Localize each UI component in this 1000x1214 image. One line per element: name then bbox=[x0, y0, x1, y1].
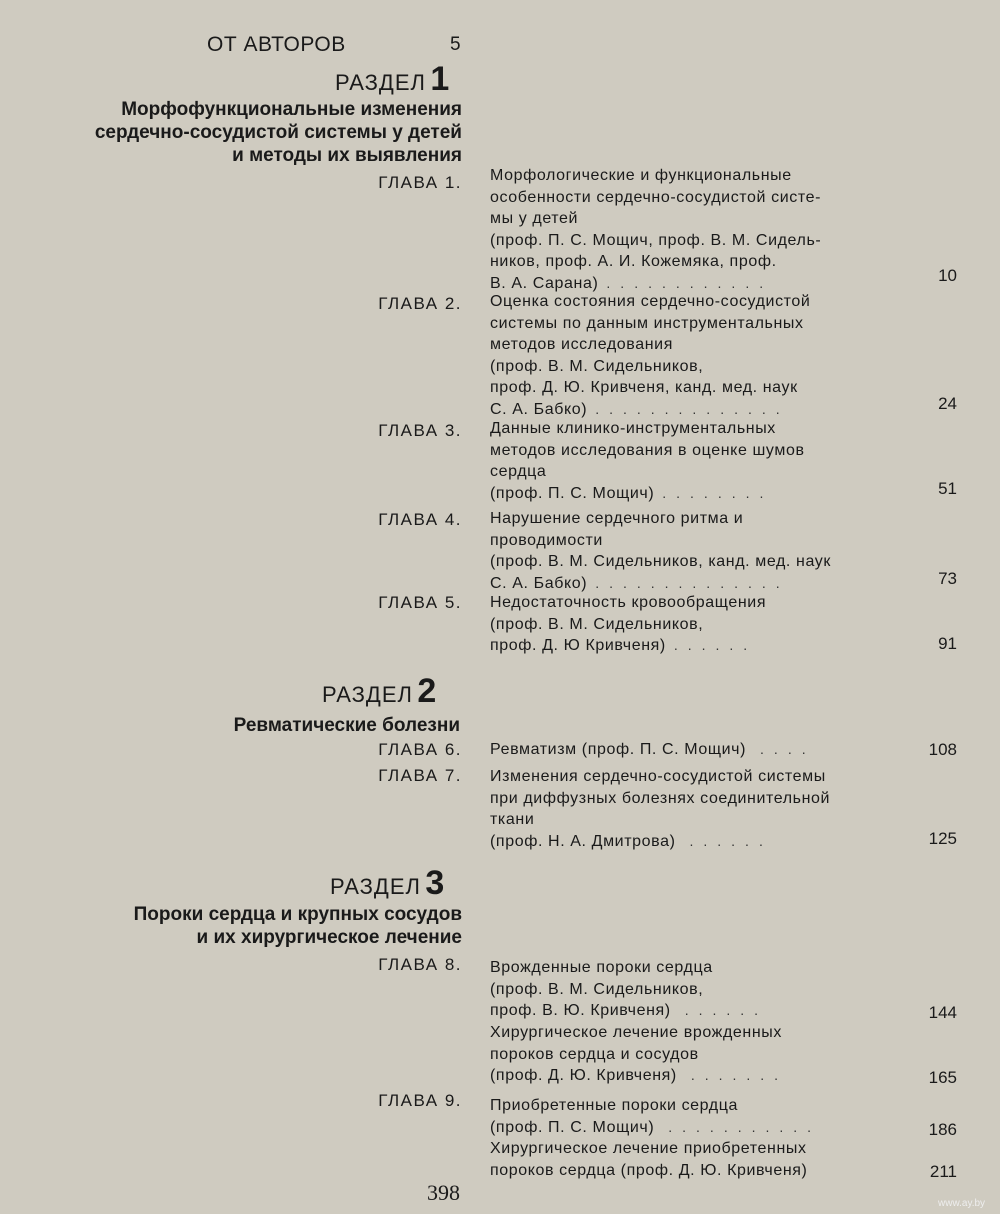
chapter-line: Изменения сердечно-сосудистой системы bbox=[490, 768, 826, 785]
chapter-line bbox=[490, 831, 900, 853]
chapter-line: Морфологические и функциональные bbox=[490, 167, 792, 184]
section-2-title bbox=[234, 714, 460, 737]
page-number: 73 bbox=[938, 569, 957, 588]
section-title-line: Ревматические болезни bbox=[233, 715, 460, 736]
page-number: 211 bbox=[929, 1162, 957, 1181]
leader-dots: ........ bbox=[662, 484, 774, 501]
chapter-entry bbox=[490, 1095, 900, 1138]
chapter-line: (проф. П. С. Мощич, проф. В. М. Сидель- bbox=[490, 231, 822, 249]
chapter-entry bbox=[490, 1138, 900, 1181]
page-number: 108 bbox=[928, 740, 957, 759]
leader-dots: ....... bbox=[690, 1067, 789, 1083]
section-title-line: и методы их выявления bbox=[232, 145, 462, 166]
chapter-entry bbox=[490, 766, 900, 852]
chapter-line: Нарушение сердечного ритма и bbox=[490, 510, 744, 527]
chapter-label: ГЛАВА 6. bbox=[378, 740, 462, 759]
page-number: 125 bbox=[928, 829, 957, 848]
chapter-line bbox=[490, 1117, 900, 1139]
chapter-entry bbox=[490, 418, 900, 504]
chapter-label: ГЛАВА 4. bbox=[378, 510, 462, 529]
chapter-line-text: проф. Д. Ю Кривченя) bbox=[490, 637, 666, 654]
section-3-title bbox=[134, 903, 462, 949]
section-title-line: Пороки сердца и крупных сосудов bbox=[133, 904, 462, 925]
chapter-line bbox=[490, 635, 900, 657]
chapter-line: системы по данным инструментальных bbox=[490, 314, 804, 332]
section-number: 2 bbox=[417, 672, 437, 710]
page-number: 165 bbox=[928, 1068, 957, 1087]
chapter-line bbox=[490, 573, 900, 595]
authors-heading: ОТ АВТОРОВ bbox=[207, 33, 346, 56]
leader-dots: .... bbox=[760, 741, 816, 757]
chapter-line: Недостаточность кровообращения bbox=[490, 594, 767, 611]
chapter-label: ГЛАВА 3. bbox=[378, 421, 462, 440]
section-3-heading bbox=[330, 864, 444, 903]
section-label: РАЗДЕЛ bbox=[322, 682, 413, 707]
chapter-label: ГЛАВА 8. bbox=[378, 955, 462, 974]
page-number: 10 bbox=[938, 266, 957, 285]
chapter-line: Хирургическое лечение приобретенных bbox=[490, 1140, 807, 1157]
section-number: 1 bbox=[430, 60, 450, 98]
page-number: 186 bbox=[928, 1120, 957, 1139]
chapter-label: ГЛАВА 7. bbox=[378, 766, 462, 785]
chapter-line bbox=[490, 483, 900, 505]
chapter-entry bbox=[490, 1022, 900, 1087]
leader-dots: ........... bbox=[668, 1118, 822, 1135]
chapter-line: при диффузных болезнях соединительной bbox=[490, 789, 831, 807]
section-number: 3 bbox=[425, 864, 445, 902]
watermark: www.ay.by bbox=[938, 1198, 986, 1209]
chapter-line bbox=[490, 739, 900, 761]
page-number: 91 bbox=[938, 634, 957, 653]
chapter-line bbox=[490, 1000, 900, 1022]
chapter-line-text: (проф. П. С. Мощич) bbox=[490, 484, 655, 502]
leader-dots: ...... bbox=[689, 832, 773, 849]
chapter-label: ГЛАВА 5. bbox=[378, 593, 462, 612]
chapter-line: Оценка состояния сердечно-сосудистой bbox=[490, 293, 811, 310]
chapter-label: ГЛАВА 2. bbox=[378, 294, 462, 313]
chapter-label: ГЛАВА 9. bbox=[378, 1091, 462, 1110]
chapter-line: проф. Д. Ю. Кривченя, канд. мед. наук bbox=[490, 379, 798, 396]
section-2-heading bbox=[322, 672, 436, 711]
chapter-line: мы у детей bbox=[490, 210, 579, 227]
chapter-line: проводимости bbox=[490, 531, 603, 549]
chapter-entry bbox=[490, 291, 900, 420]
chapter-line: методов исследования bbox=[490, 336, 673, 353]
chapter-line: пороков сердца и сосудов bbox=[490, 1045, 699, 1063]
chapter-line: сердца bbox=[490, 463, 547, 480]
chapter-line: пороков сердца (проф. Д. Ю. Кривченя) bbox=[490, 1161, 808, 1179]
chapter-label: ГЛАВА 1. bbox=[378, 173, 462, 192]
chapter-line: Данные клинико-инструментальных bbox=[490, 420, 776, 437]
chapter-line-text: С. А. Бабко) bbox=[490, 574, 588, 592]
chapter-line-text: В. А. Сарана) bbox=[490, 274, 599, 292]
section-title-line: и их хирургическое лечение bbox=[196, 927, 462, 948]
chapter-line-text: (проф. Н. А. Дмитрова) bbox=[490, 832, 676, 850]
chapter-line: Хирургическое лечение врожденных bbox=[490, 1024, 782, 1041]
leader-dots: .............. bbox=[595, 400, 790, 417]
chapter-entry bbox=[490, 592, 900, 657]
leader-dots: ...... bbox=[673, 637, 758, 653]
section-1-heading bbox=[335, 60, 449, 99]
section-label: РАЗДЕЛ bbox=[330, 874, 421, 899]
leader-dots: ............ bbox=[606, 274, 774, 291]
chapter-line-text: проф. В. Ю. Кривченя) bbox=[490, 1002, 671, 1019]
section-title-line: сердечно-сосудистой системы у детей bbox=[94, 122, 462, 143]
chapter-entry bbox=[490, 739, 900, 761]
chapter-entry bbox=[490, 508, 900, 594]
page-number: 144 bbox=[928, 1003, 957, 1022]
section-title-line: Морфофункциональные изменения bbox=[121, 99, 462, 120]
chapter-line: Приобретенные пороки сердца bbox=[490, 1097, 738, 1114]
chapter-line: ткани bbox=[490, 811, 535, 828]
page-folio: 398 bbox=[427, 1180, 460, 1205]
leader-dots: ...... bbox=[684, 1002, 769, 1018]
chapter-line: (проф. В. М. Сидельников, канд. мед. наук bbox=[490, 553, 831, 570]
chapter-line-text: Ревматизм (проф. П. С. Мощич) bbox=[490, 741, 747, 758]
section-1-title bbox=[95, 98, 462, 167]
chapter-line: Врожденные пороки сердца bbox=[490, 959, 713, 976]
chapter-line-text: С. А. Бабко) bbox=[490, 400, 588, 418]
chapter-line: (проф. В. М. Сидельников, bbox=[490, 615, 704, 633]
chapter-entry bbox=[490, 165, 900, 294]
authors-page-number: 5 bbox=[450, 34, 461, 55]
chapter-line bbox=[490, 1065, 900, 1087]
chapter-line bbox=[490, 399, 900, 421]
chapter-line-text: (проф. Д. Ю. Кривченя) bbox=[490, 1067, 677, 1084]
page-number: 24 bbox=[938, 394, 957, 413]
chapter-line: (проф. В. М. Сидельников, bbox=[490, 980, 704, 998]
page-number: 51 bbox=[938, 479, 957, 498]
chapter-line: (проф. В. М. Сидельников, bbox=[490, 357, 704, 375]
chapter-line: методов исследования в оценке шумов bbox=[490, 441, 805, 459]
chapter-line-text: (проф. П. С. Мощич) bbox=[490, 1118, 655, 1136]
chapter-line: особенности сердечно-сосудистой систе- bbox=[490, 188, 822, 206]
leader-dots: .............. bbox=[595, 574, 790, 591]
section-label: РАЗДЕЛ bbox=[335, 70, 426, 95]
chapter-line: ников, проф. А. И. Кожемяка, проф. bbox=[490, 253, 777, 270]
chapter-entry bbox=[490, 957, 900, 1022]
